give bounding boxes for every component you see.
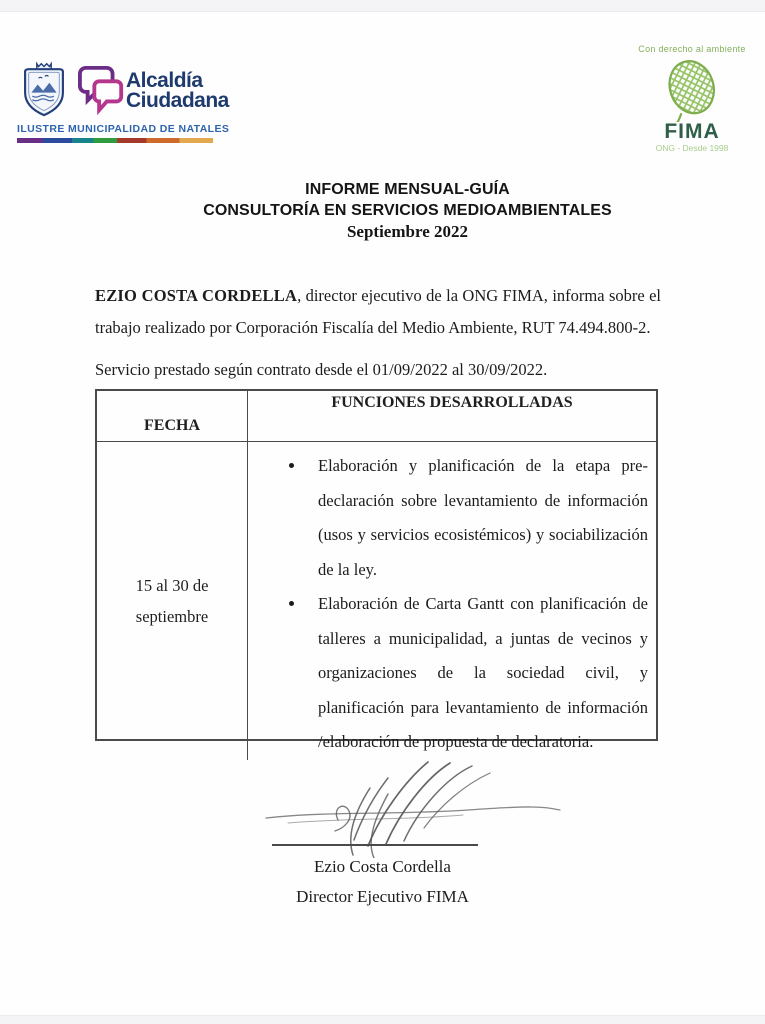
- fecha-header-label: FECHA: [144, 417, 200, 434]
- fima-subtitle: ONG - Desde 1998: [655, 143, 729, 153]
- fima-tagline: Con derecho al ambiente: [638, 44, 746, 54]
- funcion-item: • Elaboración de Carta Gantt con planificación de talleres a municipalidad, a juntas de vecinos y organizaciones de la sociedad civil, y planificación para levantamiento de información /elaboración de propuesta de declaratoria.: [306, 587, 648, 760]
- municipal-crest-icon: [17, 60, 71, 123]
- table-row: [97, 442, 656, 760]
- municipality-brand-line2: Ciudadana: [126, 89, 229, 112]
- municipality-logo: [17, 62, 230, 143]
- municipality-logo-row: [17, 62, 229, 120]
- funciones-list: [248, 449, 656, 760]
- intro-paragraph-1-text: , director ejecutivo de la ONG FIMA, informa sobre el trabajo realizado por Corporación Fiscalía del Medio Ambiente, RUT 74.494.800-2.: [95, 286, 661, 337]
- intro-paragraph-1: [95, 280, 661, 344]
- title-line1: INFORME MENSUAL-GUÍA: [305, 181, 510, 198]
- municipality-subtitle: ILUSTRE MUNICIPALIDAD DE NATALES: [17, 123, 230, 135]
- table-header-fecha: [97, 391, 248, 441]
- municipality-wordmark: [126, 71, 229, 111]
- signatory-name: Ezio Costa Cordella: [314, 857, 451, 876]
- funcion-item: • Elaboración y planificación de la etapa pre-declaración sobre levantamiento de información (usos y servicios ecosistémicos) y sociabilización de la ley.: [306, 449, 648, 587]
- handwritten-signature: [258, 758, 568, 858]
- fima-logo: [626, 44, 758, 153]
- photo-edge-bottom: [0, 1015, 765, 1024]
- funciones-cell: [248, 442, 656, 760]
- rainbow-bar: [17, 138, 213, 143]
- title-line2: CONSULTORÍA EN SERVICIOS MEDIOAMBIENTALES: [203, 202, 612, 219]
- report-table: [95, 389, 658, 751]
- leaf-globe-icon: [657, 56, 727, 122]
- fima-name: FIMA: [664, 120, 720, 143]
- funciones-header-label: FUNCIONES DESARROLLADAS: [331, 394, 573, 411]
- signature-line: [272, 844, 478, 846]
- speech-bubbles-icon: [78, 63, 126, 120]
- title-line3: Septiembre 2022: [346, 222, 469, 241]
- photo-edge-top: [0, 0, 765, 12]
- author-name-bold: EZIO COSTA CORDELLA: [95, 286, 298, 305]
- document-title: [50, 179, 765, 243]
- intro-section: [95, 280, 661, 386]
- signature-block: [0, 758, 765, 918]
- fecha-value: 15 al 30 de septiembre: [135, 575, 209, 626]
- table-header-funciones: [248, 391, 656, 441]
- signatory-role: Director Ejecutivo FIMA: [296, 887, 469, 906]
- fecha-cell: [97, 442, 248, 760]
- table-header-row: [97, 391, 656, 442]
- municipality-brand-line1: Alcaldía: [126, 69, 203, 92]
- intro-paragraph-2: Servicio prestado según contrato desde el 01/09/2022 al 30/09/2022.: [95, 360, 548, 379]
